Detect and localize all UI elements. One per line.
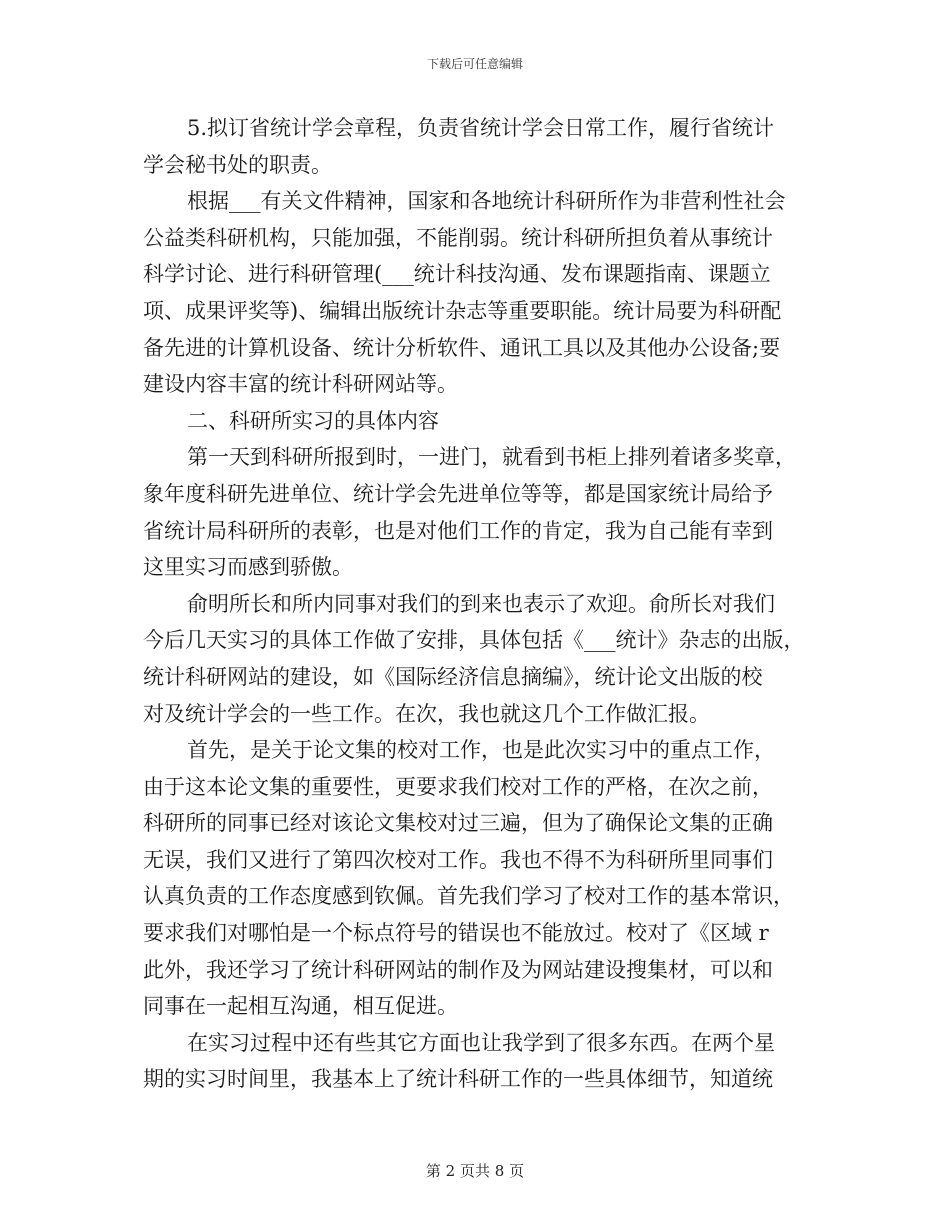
page-number-footer: 第 2 页共 8 页 (425, 1162, 525, 1180)
text-line: 公益类科研机构，只能加强，不能削弱。统计科研所担负着从事统计 (143, 225, 773, 250)
text-line: 这里实习而感到骄傲。 (143, 555, 353, 580)
text-line: 期的实习时间里，我基本上了统计科研工作的一些具体细节，知道统 (143, 1067, 773, 1092)
page-header: 下载后可任意编辑 (426, 57, 523, 71)
text-line: 科学讨论、进行科研管理(___统计科技沟通、发布课题指南、课题立 (143, 262, 771, 287)
text-line: 此外，我还学习了统计科研网站的制作及为网站建设搜集材，可以和 (143, 957, 773, 982)
text-line: 在实习过程中还有些其它方面也让我学到了很多东西。在两个星 (187, 1030, 775, 1055)
text-line: 同事在一起相互沟通，相互促进。 (143, 994, 458, 1019)
text-line: 科研所的同事已经对该论文集校对过三遍，但为了确保论文集的正确 (143, 811, 773, 836)
text-line: 对及统计学会的一些工作。在次，我也就这几个工作做汇报。 (143, 701, 710, 726)
text-line: 二、科研所实习的具体内容 (187, 408, 439, 433)
text-line: 省统计局科研所的表彰，也是对他们工作的肯定，我为自己能有幸到 (143, 518, 773, 543)
text-line: 首先，是关于论文集的校对工作，也是此次实习中的重点工作， (187, 738, 775, 763)
text-line: 项、成果评奖等)、编辑出版统计杂志等重要职能。统计局要为科研配 (143, 298, 782, 323)
text-line: 学会秘书处的职责。 (143, 152, 332, 177)
text-line: 认真负责的工作态度感到钦佩。首先我们学习了校对工作的基本常识， (143, 884, 794, 909)
text-line: 备先进的计算机设备、统计分析软件、通讯工具以及其他办公设备;要 (143, 335, 781, 360)
text-line: 要求我们对哪怕是一个标点符号的错误也不能放过。校对了《区域 r (143, 921, 769, 946)
text-line: 根据___有关文件精神，国家和各地统计科研所作为非营利性社会 (187, 189, 786, 214)
document-body (143, 110, 818, 1098)
text-line: 建设内容丰富的统计科研网站等。 (143, 372, 458, 397)
text-line: 无误，我们又进行了第四次校对工作。我也不得不为科研所里同事们 (143, 847, 773, 872)
text-line: 象年度科研先进单位、统计学会先进单位等等，都是国家统计局给予 (143, 481, 773, 506)
text-line: 5.拟订省统计学会章程，负责省统计学会日常工作，履行省统计 (187, 116, 775, 140)
text-line: 由于这本论文集的重要性，更要求我们校对工作的严格，在次之前， (143, 774, 773, 799)
text-line: 今后几天实习的具体工作做了安排，具体包括《___统计》杂志的出版， (143, 628, 805, 653)
text-line: 统计科研网站的建设，如《国际经济信息摘编》，统计论文出版的校 (143, 664, 763, 689)
text-line: 第一天到科研所报到时，一进门，就看到书柜上排列着诸多奖章， (187, 445, 796, 470)
text-line: 俞明所长和所内同事对我们的到来也表示了欢迎。俞所长对我们 (187, 591, 775, 616)
